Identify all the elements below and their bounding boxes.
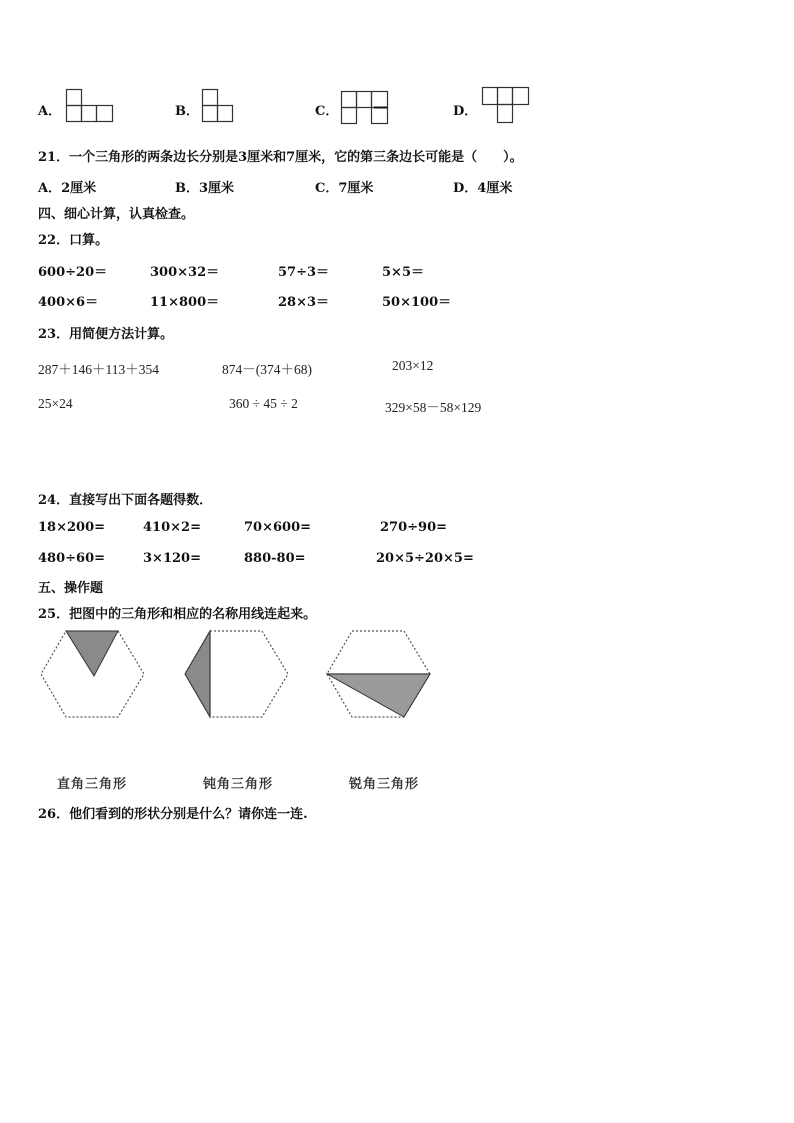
option-d-label: D． <box>453 104 478 119</box>
q22-item: 11×800＝ <box>150 295 220 310</box>
q21-option-a: A．2厘米 <box>38 181 97 196</box>
q22-item: 57÷3＝ <box>278 265 330 280</box>
option-a-figure <box>66 89 116 125</box>
option-a-label: A． <box>38 104 62 119</box>
label-obtuse-triangle: 钝角三角形 <box>203 777 274 792</box>
option-d-figure <box>482 87 534 127</box>
q22-title: 22．口算。 <box>38 233 109 248</box>
q22-item: 28×3＝ <box>278 295 330 310</box>
q22-item: 5×5＝ <box>382 265 424 280</box>
q22-item: 300×32＝ <box>150 265 220 280</box>
hexagon-figure-2 <box>184 629 292 721</box>
q23-expression: 329×58－58×129 <box>385 400 482 415</box>
shaded-triangle <box>185 631 210 717</box>
q24-item: 70×600= <box>244 520 312 535</box>
q24-item: 18×200= <box>38 520 106 535</box>
option-b-figure <box>202 89 238 125</box>
q23-expression: 874－(374＋68) <box>222 362 312 377</box>
q24-item: 480÷60= <box>38 551 106 566</box>
q22-item: 400×6＝ <box>38 295 99 310</box>
q21-option-c: C．7厘米 <box>315 181 374 196</box>
q22-item: 600÷20＝ <box>38 265 108 280</box>
q22-item: 50×100＝ <box>382 295 452 310</box>
label-acute-triangle: 锐角三角形 <box>349 777 420 792</box>
hexagon-figure-3 <box>326 629 434 721</box>
q24-item: 410×2= <box>143 520 201 535</box>
q24-item: 880-80= <box>244 551 306 566</box>
section-4-title: 四、细心计算，认真检查。 <box>38 207 195 222</box>
q24-item: 270÷90= <box>380 520 448 535</box>
option-c-label: C． <box>315 104 339 119</box>
q26-title: 26．他们看到的形状分别是什么？请你连一连. <box>38 807 308 822</box>
q23-expression: 287＋146＋113＋354 <box>38 362 159 377</box>
q21-option-d: D．4厘米 <box>453 181 513 196</box>
q21-option-b: B．3厘米 <box>175 181 235 196</box>
q23-expression: 25×24 <box>38 396 73 411</box>
q23-expression: 203×12 <box>392 358 434 373</box>
label-right-triangle: 直角三角形 <box>57 777 128 792</box>
option-b-label: B． <box>175 104 199 119</box>
q24-title: 24．直接写出下面各题得数． <box>38 493 213 508</box>
q21-question: 21．一个三角形的两条边长分别是3厘米和7厘米，它的第三条边长可能是（ ）。 <box>38 150 523 165</box>
hexagon-figure-1 <box>40 629 148 721</box>
q24-item: 20×5÷20×5= <box>376 551 474 566</box>
q23-expression: 360 ÷ 45 ÷ 2 <box>229 396 298 411</box>
option-c-figure <box>341 91 393 127</box>
q24-item: 3×120= <box>143 551 201 566</box>
section-5-title: 五、操作题 <box>38 581 104 596</box>
q23-title: 23．用简便方法计算。 <box>38 327 174 342</box>
q25-title: 25．把图中的三角形和相应的名称用线连起来。 <box>38 607 317 622</box>
